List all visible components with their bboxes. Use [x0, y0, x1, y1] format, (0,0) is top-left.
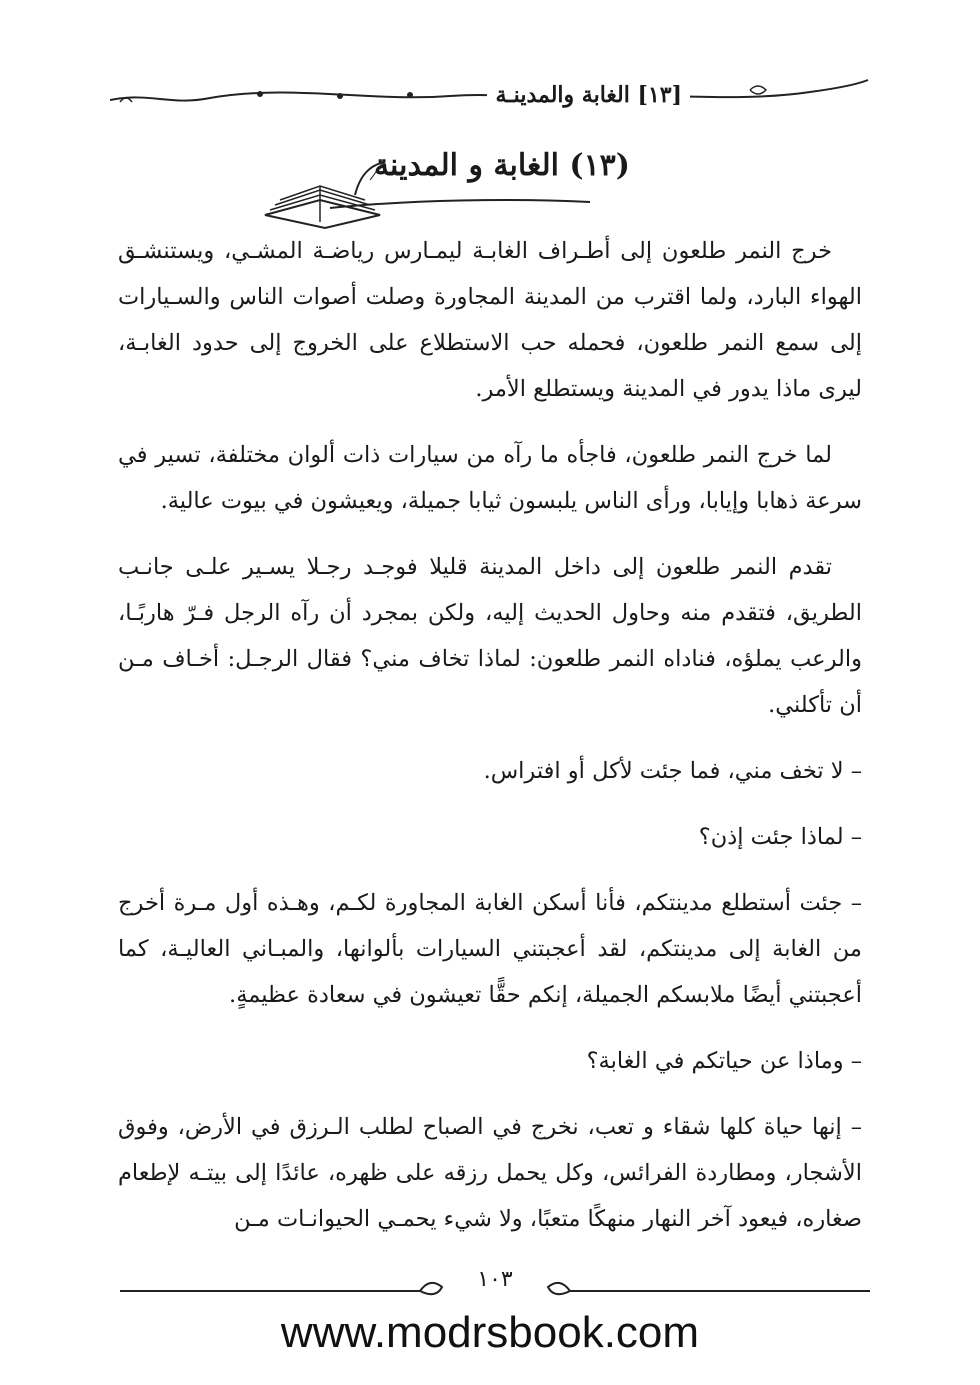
page-footer [120, 1265, 870, 1305]
chapter-title: (١٣) الغابة و المدينة [373, 148, 630, 183]
story-text [118, 228, 862, 1262]
paragraph: تقدم النمر طلعون إلى داخل المدينة قليلا فوجـد رجـلا يسـير علـى جانـب الطريق، فتقدم منه وحاول الحديث إليه، ولكن بمجرد أن رآه الرجل فـرّ هاربًـا، والرعب يملؤه، فناداه النمر طلعون: لماذا تخاف مني؟ فقال الرجـل: أخـاف مـن أن تأكلني. [118, 554, 862, 718]
chapter-heading [260, 140, 680, 230]
dialog-line: – لماذا جئت إذن؟ [698, 824, 862, 850]
title-swash [260, 140, 680, 230]
running-header [110, 62, 870, 122]
dialog-line: – جئت أستطلع مدينتكم، فأنا أسكن الغابة المجاورة لكـم، وهـذه أول مـرة أخرج من الغابة إلى مدينتكم، لقد أعجبتني السيارات بألوانها، والمبـاني العاليـة، كما أعجبتني أيضًا ملابسكم الجميلة، إنكم حقًّا تعيشون في سعادة عظيمةٍ. [118, 890, 862, 1008]
dialog-line: – لا تخف مني، فما جئت لأكل أو افتراس. [483, 758, 862, 784]
dialog-line: – وماذا عن حياتكم في الغابة؟ [586, 1048, 862, 1074]
watermark-url: www.modrsbook.com [280, 1308, 700, 1357]
page-number: ١٠٣ [450, 1267, 540, 1292]
dialog-line: – إنها حياة كلها شقاء و تعب، نخرج في الصباح لطلب الـرزق في الأرض، وفوق الأشجار، ومطاردة الفرائس، وكل يحمل رزقه على ظهره، عائدًا إلى بيتـه لإطعام صغاره، فيعود آخر النهار منهكًا متعبًا، ولا شيء يحمـي الحيوانـات مـن [118, 1114, 862, 1232]
paragraph: لما خرج النمر طلعون، فاجأه ما رآه من سيارات ذات ألوان مختلفة، تسير في سرعة ذهابا وإيابا، ورأى الناس يلبسون ثيابا جميلة، ويعيشون في بيوت عالية. [118, 442, 862, 514]
running-title: [١٣] الغابة والمدينـة [487, 82, 690, 108]
paragraph: خرج النمر طلعون إلى أطـراف الغابـة ليمـارس رياضـة المشـي، ويستنشـق الهواء البارد، ولما اقترب من المدينة المجاورة وصلت أصوات الناس والسـيارات إلى سمع النمر طلعون، فحمله حب الاستطلاع على الخروج إلى حدود الغابـة، ليرى ماذا يدور في المدينة ويستطلع الأمر. [118, 238, 862, 402]
